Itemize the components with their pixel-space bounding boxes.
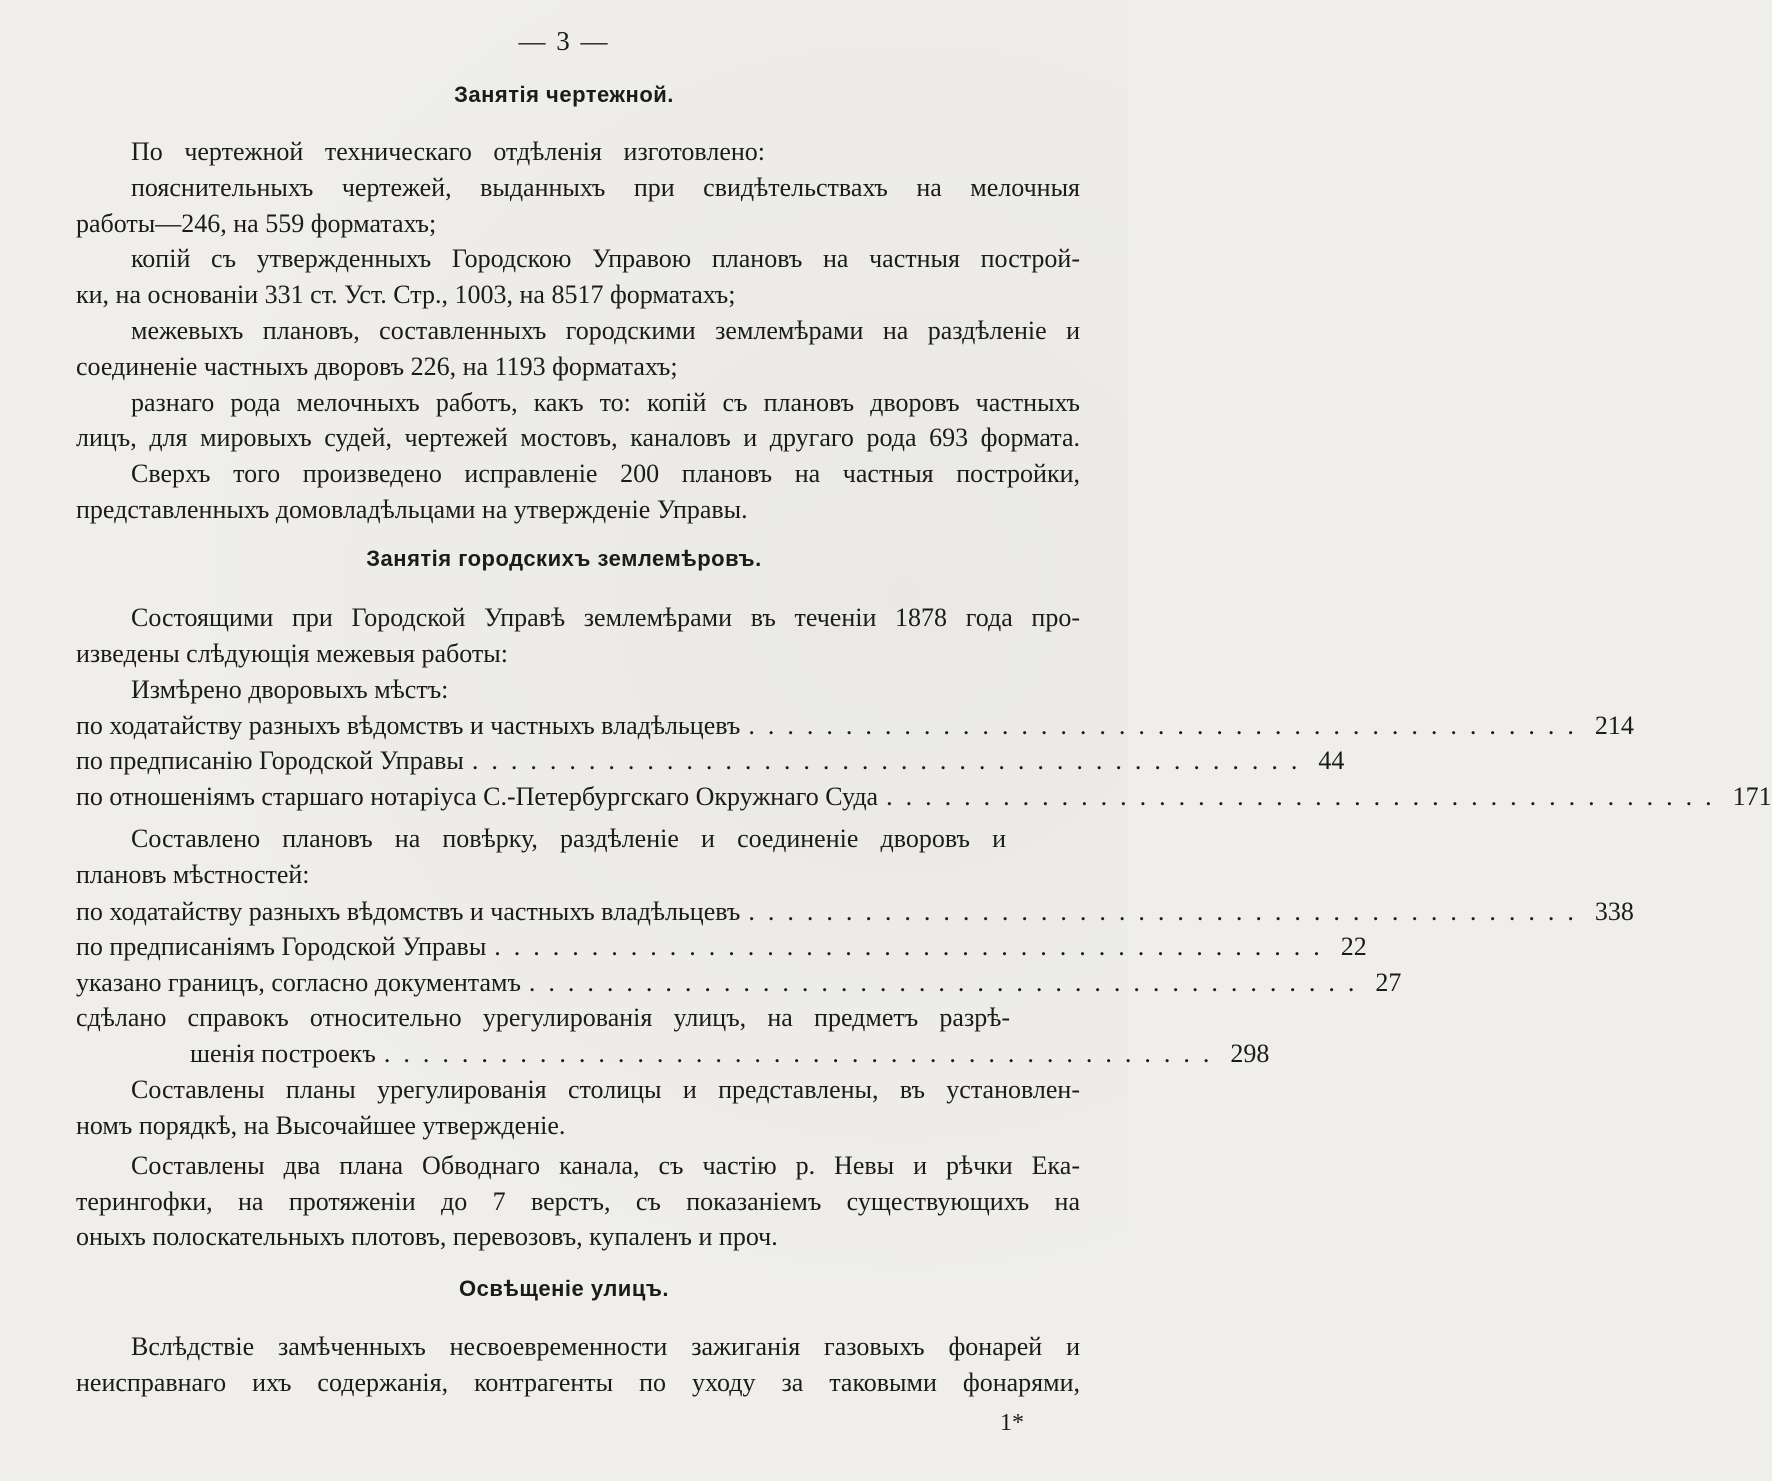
row-value: 171 (1732, 782, 1772, 811)
leader-dots: ........................................... (748, 897, 1587, 926)
row-label: шенія построекъ (190, 1039, 376, 1068)
paragraph-line: Составлены два плана Обводнаго канала, съ частію р. Невы и рѣчки Ека- (131, 1151, 1080, 1180)
row-value: 44 (1318, 746, 1345, 775)
inquiries-line: сдѣлано справокъ относительно урегулированія улицъ, на предметъ разрѣ- (76, 1003, 1010, 1032)
paragraph-line: терингофки, на протяженіи до 7 верстъ, съ показаніемъ существующихъ на (76, 1187, 1080, 1216)
leader-dots: ........................................... (471, 746, 1311, 775)
row-value: 27 (1375, 968, 1402, 997)
page-number: — 3 — (518, 26, 610, 56)
measured-row (76, 708, 1634, 744)
row-label: по ходатайству разныхъ вѣдомствъ и частныхъ владѣльцевъ (76, 711, 741, 740)
paragraph-line: пояснительныхъ чертежей, выданныхъ при свидѣтельствахъ на мелочныя (131, 173, 1080, 202)
leader-dots: ........................................... (383, 1039, 1223, 1068)
section-title-drafting: Занятія чертежной. (454, 82, 674, 107)
row-value: 214 (1594, 711, 1634, 740)
paragraph-line: работы—246, на 559 форматахъ; (76, 209, 437, 238)
paragraph-line: копій съ утвержденныхъ Городскою Управою плановъ на частныя построй- (131, 244, 1080, 273)
row-value: 298 (1230, 1039, 1270, 1068)
row-label: по ходатайству разныхъ вѣдомствъ и частныхъ владѣльцевъ (76, 897, 741, 926)
paragraph-line: разнаго рода мелочныхъ работъ, какъ то: копій съ плановъ дворовъ частныхъ (131, 388, 1080, 417)
plans-heading: плановъ мѣстностей: (76, 860, 310, 889)
paragraph-line: ки, на основаніи 331 ст. Уст. Стр., 1003, на 8517 форматахъ; (76, 280, 736, 309)
plans-row (76, 929, 1367, 965)
row-label: по предписаніямъ Городской Управы (76, 932, 487, 961)
leader-dots: ........................................... (494, 932, 1333, 961)
signature-mark: 1* (1000, 1410, 1024, 1436)
row-value: 22 (1340, 932, 1367, 961)
paragraph-line: Состоящими при Городской Управѣ землемѣрами въ теченіи 1878 года про- (131, 603, 1080, 632)
row-label: по отношеніямъ старшаго нотаріуса С.-Петербургскаго Окружнаго Суда (76, 782, 879, 811)
plans-row (76, 965, 1402, 1001)
paragraph-line: Сверхъ того произведено исправленіе 200 плановъ на частныя постройки, (131, 459, 1080, 488)
paragraph-line: неисправнаго ихъ содержанія, контрагенты по уходу за таковыми фонарями, (76, 1368, 1080, 1397)
measured-heading: Измѣрено дворовыхъ мѣстъ: (131, 675, 449, 704)
paragraph-line: Составлены планы урегулированія столицы и представлены, въ установлен- (131, 1075, 1080, 1104)
row-value: 338 (1594, 897, 1634, 926)
measured-row (76, 743, 1345, 779)
plans-row (76, 894, 1634, 930)
paragraph-line: лицъ, для мировыхъ судей, чертежей мостовъ, каналовъ и другаго рода 693 формата. (76, 423, 1080, 452)
plans-heading: Составлено плановъ на повѣрку, раздѣленіе и соединеніе дворовъ и (131, 824, 1006, 853)
paragraph-line: Вслѣдствіе замѣченныхъ несвоевременности зажиганія газовыхъ фонарей и (131, 1332, 1080, 1361)
leader-dots: ........................................... (528, 968, 1368, 997)
paragraph-line: По чертежной техническаго отдѣленія изготовлено: (131, 137, 765, 166)
inquiries-row (190, 1036, 1270, 1072)
measured-row (76, 779, 1772, 815)
leader-dots: ........................................... (886, 782, 1725, 811)
paragraph-line: межевыхъ плановъ, составленныхъ городскими землемѣрами на раздѣленіе и (131, 316, 1080, 345)
row-label: указано границъ, согласно документамъ (76, 968, 521, 997)
section-title-street-lighting: Освѣщеніе улицъ. (459, 1276, 669, 1301)
paragraph-line: соединеніе частныхъ дворовъ 226, на 1193 форматахъ; (76, 352, 678, 381)
paragraph-line: оныхъ полоскательныхъ плотовъ, перевозовъ, купаленъ и проч. (76, 1222, 778, 1251)
section-title-surveyors: Занятія городскихъ землемѣровъ. (366, 546, 762, 571)
paragraph-line: изведены слѣдующія межевыя работы: (76, 639, 508, 668)
paragraph-line: номъ порядкѣ, на Высочайшее утвержденіе. (76, 1111, 566, 1140)
row-label: по предписанію Городской Управы (76, 746, 464, 775)
paragraph-line: представленныхъ домовладѣльцами на утвержденіе Управы. (76, 495, 748, 524)
leader-dots: ........................................... (748, 711, 1587, 740)
